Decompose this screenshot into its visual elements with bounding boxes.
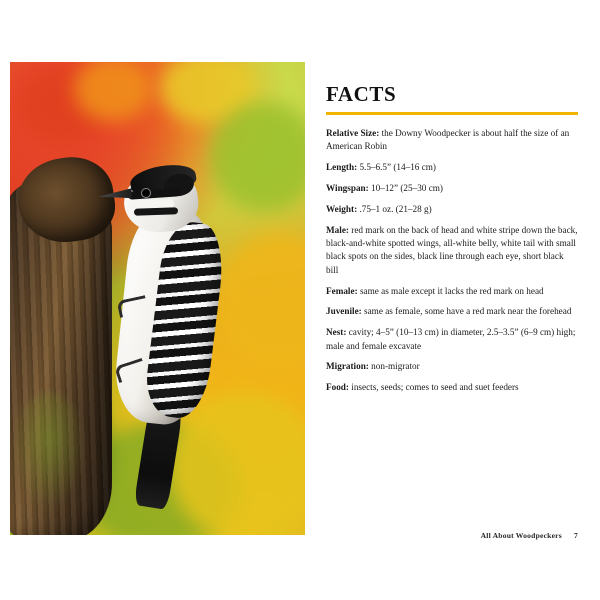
woodpecker-photo xyxy=(10,62,305,535)
facts-panel xyxy=(326,82,578,402)
list-item xyxy=(326,182,578,195)
bird-eye xyxy=(142,189,150,197)
fact-value: cavity; 4–5” (10–13 cm) in diameter, 2.5–3.5” (6–9 cm) high; male and female excavate xyxy=(326,327,576,351)
page-footer xyxy=(481,531,578,540)
fact-label: Wingspan: xyxy=(326,183,369,194)
list-item xyxy=(326,203,578,216)
fact-label: Male: xyxy=(326,224,349,235)
title-underline-rule xyxy=(326,112,578,115)
list-item xyxy=(326,326,578,353)
fact-value: insects, seeds; comes to seed and suet feeders xyxy=(351,382,519,393)
fact-label: Migration: xyxy=(326,361,369,372)
list-item xyxy=(326,360,578,373)
fact-label: Relative Size: xyxy=(326,128,380,138)
facts-list xyxy=(326,127,578,395)
fact-label: Food: xyxy=(326,382,349,393)
fact-value: 10–12” (25–30 cm) xyxy=(371,183,443,194)
fact-label: Nest: xyxy=(326,327,347,338)
footer-book-title: All About Woodpeckers xyxy=(480,531,562,540)
downy-woodpecker xyxy=(94,148,244,508)
list-item xyxy=(326,305,578,318)
list-item xyxy=(326,127,578,154)
fact-value: red mark on the back of head and white stripe down the back, black-and-white spotted wings, all-white belly, white tail with small black spots on the sides, black line through each eye, short black bill xyxy=(326,224,578,275)
fact-value: .75–1 oz. (21–28 g) xyxy=(359,203,432,214)
trunk-moss xyxy=(12,392,86,512)
list-item xyxy=(326,285,578,298)
list-item xyxy=(326,224,578,277)
fact-value: non-migrator xyxy=(371,361,420,372)
fact-value: 5.5–6.5” (14–16 cm) xyxy=(359,162,436,173)
fact-label: Juvenile: xyxy=(326,306,362,317)
fact-label: Weight: xyxy=(326,203,358,214)
fact-value: same as female, some have a red mark near the forehead xyxy=(364,306,572,317)
list-item xyxy=(326,161,578,174)
list-item xyxy=(326,381,578,394)
fact-label: Length: xyxy=(326,162,358,173)
page-title: FACTS xyxy=(326,82,397,106)
fact-value: same as male except it lacks the red mark on head xyxy=(359,285,544,296)
fact-value: the Downy Woodpecker is about half the size of an American Robin xyxy=(326,128,570,152)
page-number: 7 xyxy=(574,531,578,540)
fact-label: Female: xyxy=(326,285,358,296)
